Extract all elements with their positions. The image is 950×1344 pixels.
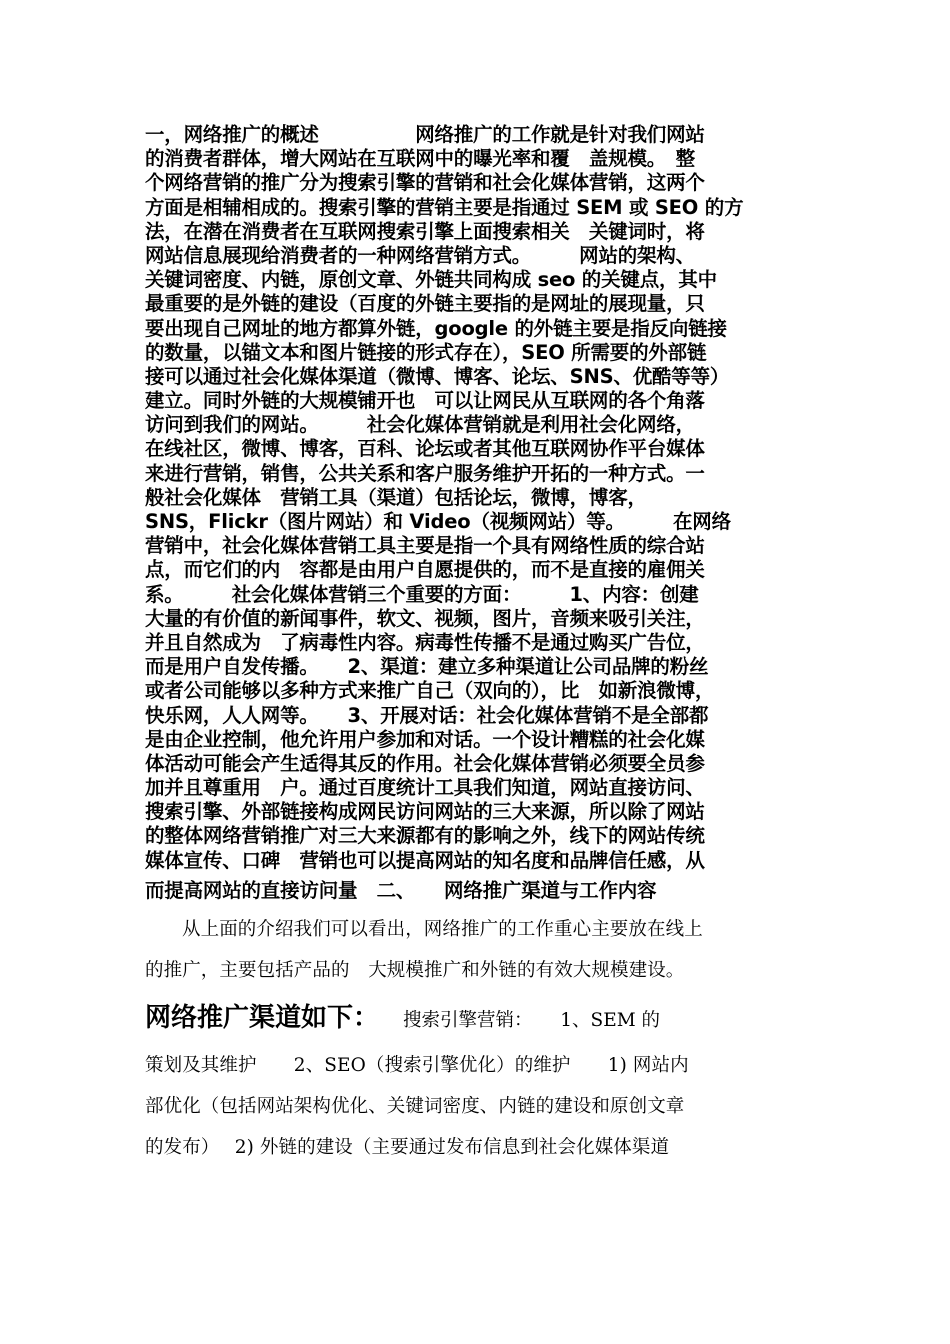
channels-paragraph	[145, 1045, 810, 1168]
text-line: SNS，Flickr（图片网站）和 Video（视频网站）等。 在网络	[145, 510, 731, 533]
text-line: 般社会化媒体 营销工具（渠道）包括论坛，微博，博客，	[145, 485, 647, 509]
text-line: 的推广，主要包括产品的 大规模推广和外链的有效大规模建设。	[145, 959, 685, 981]
text-line: 策划及其维护 2、SEO（搜索引擎优化）的维护 1) 网站内	[145, 1054, 689, 1076]
text-line: 媒体宣传、口碑 营销也可以提高网站的知名度和品牌信任感，从	[145, 848, 705, 872]
text-line: 从上面的介绍我们可以看出，网络推广的工作重心主要放在线上	[182, 918, 703, 940]
text-line: 是由企业控制，他允许用户参加和对话。一个设计糟糕的社会化媒	[145, 727, 705, 751]
text-line: 的数量，以锚文本和图片链接的形式存在），SEO 所需要的外部链	[145, 340, 707, 364]
channels-heading-rest: 搜索引擎营销： 1、SEM 的	[366, 1009, 661, 1031]
text-line: 在线社区，微博、博客，百科、论坛或者其他互联网协作平台媒体	[145, 437, 705, 461]
text-line: 而是用户自发传播。 2、渠道：建立多种渠道让公司品牌的粉丝	[145, 655, 709, 679]
text-line: 或者公司能够以多种方式来推广自己（双向的），比 如新浪微博，	[145, 679, 715, 703]
channels-heading: 网络推广渠道如下：	[145, 1002, 367, 1033]
text-line: 方面是相辅相成的。搜索引擎的营销主要是指通过 SEM 或 SEO 的方	[145, 195, 744, 219]
text-line: 个网络营销的推广分为搜索引擎的营销和社会化媒体营销，这两个	[145, 171, 705, 195]
text-line: 建立。同时外链的大规模铺开也 可以让网民从互联网的各个角落	[145, 389, 705, 413]
intro-paragraph	[145, 909, 810, 991]
text-line: 网站信息展现给消费者的一种网络营销方式。 网站的架构、	[145, 243, 695, 267]
document-body	[145, 123, 810, 1168]
text-line: 的消费者群体，增大网站在互联网中的曝光率和覆 盖规模。 整	[145, 147, 695, 171]
text-line: 的整体网络营销推广对三大来源都有的影响之外，线下的网站传统	[145, 824, 705, 848]
text-line: 体活动可能会产生适得其反的作用。社会化媒体营销必须要全员参	[145, 751, 705, 775]
text-line: 来进行营销，销售，公共关系和客户服务维护开拓的一种方式。一	[145, 461, 705, 485]
text-line: 搜索引擎、外部链接构成网民访问网站的三大来源，所以除了网站	[145, 800, 705, 824]
text-line: 加并且尊重用 户。通过百度统计工具我们知道，网站直接访问、	[145, 776, 705, 800]
section-one-text	[145, 123, 810, 873]
text-line: 一，网络推广的概述 网络推广的工作就是针对我们网站	[145, 123, 705, 146]
text-line: 要出现自己网址的地方都算外链，google 的外链主要是指反向链接	[145, 316, 727, 340]
text-line: 点，而它们的内 容都是由用户自愿提供的，而不是直接的雇佣关	[145, 558, 705, 582]
text-line: 最重要的是外链的建设（百度的外链主要指的是网址的展现量，只	[145, 292, 705, 316]
text-line: 关键词密度、内链，原创文章、外链共同构成 seo 的关键点，其中	[145, 268, 717, 292]
text-line: 营销中，社会化媒体营销工具主要是指一个具有网络性质的综合站	[145, 534, 705, 558]
section-two-title: 而提高网站的直接访问量 二、 网络推广渠道与工作内容	[145, 878, 657, 902]
text-line: 的发布） 2) 外链的建设（主要通过发布信息到社会化媒体渠道	[145, 1136, 670, 1158]
text-line: 接可以通过社会化媒体渠道（微博、博客、论坛、SNS、优酷等等）	[145, 364, 730, 388]
text-line: 系。 社会化媒体营销三个重要的方面： 1、内容：创建	[145, 582, 699, 606]
text-line: 快乐网，人人网等。 3、开展对话：社会化媒体营销不是全部都	[145, 703, 709, 727]
text-line: 法，在潜在消费者在互联网搜索引擎上面搜索相关 关键词时，将	[145, 219, 705, 243]
text-line: 大量的有价值的新闻事件，软文、视频，图片，音频来吸引关注，	[145, 606, 705, 630]
channels-heading-line	[145, 991, 810, 1045]
text-line: 访问到我们的网站。 社会化媒体营销就是利用社会化网络，	[145, 413, 695, 437]
text-line: 并且自然成为 了病毒性内容。病毒性传播不是通过购买广告位，	[145, 630, 705, 654]
text-line: 部优化（包括网站架构优化、关键词密度、内链的建设和原创文章	[145, 1095, 685, 1117]
